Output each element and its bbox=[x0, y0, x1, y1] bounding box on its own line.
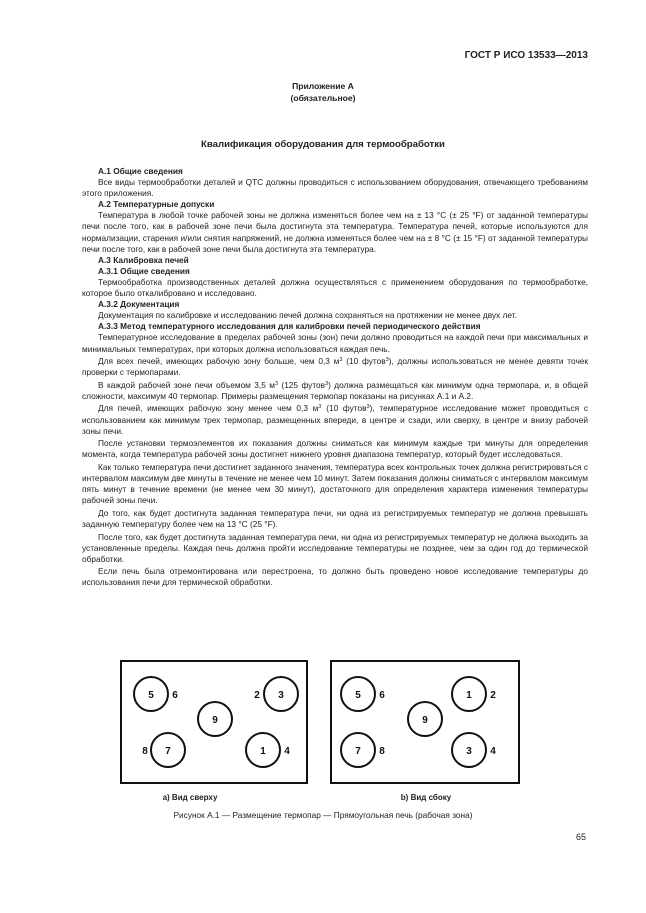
tc-label-6: 6 bbox=[379, 690, 385, 701]
main-title: Квалификация оборудования для термообработки bbox=[201, 139, 445, 150]
caption-top-view: а) Вид сверху bbox=[162, 793, 218, 802]
section-a33-p7: До того, как будет достигнута заданная температура печи, ни одна из регистрируемых температур не должна превышать заданную температуру более чем на 13 °C (25 °F). bbox=[82, 507, 588, 529]
section-a33-p4: Для печей, имеющих рабочую зону менее чем 0,3 $м^3$ (10 футов$^3$), температурное исследование может проводиться с использованием как минимум трех термопар, размещенных впереди, в центре и сзади, или сверху, в центре и внизу рабочей зоны печи. bbox=[82, 403, 588, 436]
tc-label-5: 5 bbox=[355, 690, 361, 701]
annex-title: Приложение А bbox=[292, 81, 354, 91]
tc-label-9: 9 bbox=[422, 715, 428, 726]
side-view-labels bbox=[355, 690, 496, 757]
section-a33-p1: Температурное исследование в пределах рабочей зоны (зон) печи должно проводиться на каждой печи при максимальных и минимальных температурах, при которых должна использоваться каждая печь. bbox=[82, 332, 588, 354]
tc-label-2: 2 bbox=[490, 690, 496, 701]
section-a33-p6: Как только температура печи достигнет заданного значения, температура всех контрольных точек должна регистрироваться с интервалом максимум две минуты в течение не менее чем 10 минут. Затем показания должны сниматься с интервалом максимум пять минут в течение времени (не менее чем 30 минут), достаточного для определения характера изменения температуры рабочей зоны печи. bbox=[82, 461, 588, 506]
top-view-labels bbox=[142, 690, 290, 757]
tc-label-4: 4 bbox=[490, 746, 496, 757]
section-a33-p2: Для всех печей, имеющих рабочую зону больше, чем 0,3 $м^3$ (10 футов$^3$), должны использоваться не менее девяти точек проверки с термопарами. bbox=[82, 356, 589, 378]
tc-label-7: 7 bbox=[355, 746, 361, 757]
section-a33-p9: Если печь была отремонтирована или перестроена, то должно быть проведено новое исследование температуры до использования печи для термической обработки. bbox=[82, 566, 588, 588]
tc-label-3: 3 bbox=[466, 746, 472, 757]
section-a32-text: Документация по калибровке и исследованию печей должна сохраняться на протяжении не менее двух лет. bbox=[98, 310, 517, 321]
tc-label-6: 6 bbox=[172, 690, 178, 701]
section-a33-p3: В каждой рабочей зоне печи объемом 3,5 $м^3$ (125 футов$^3$) должна размещаться как минимум одна термопара, и, в общей сложности, максимум 40 термопар. Примеры размещения термопар показаны на рисунках А.1 и А.2. bbox=[82, 379, 588, 401]
section-a2-text: Температура в любой точке рабочей зоны не должна изменяться более чем на ± 13 °C (± 25 °F) от заданной температуры печи после того, как в рабочей зоне печи была достигнута эта температура. Температура печей, которые используются для нормализации, старения и/или снятия напряжений, не должна изменяться более чем на ± 8 °C (± 15 °F) от заданной температуры печи после того, как в рабочей зоне печи была достигнута эта температура. bbox=[82, 210, 588, 254]
annex-status: (обязательное) bbox=[290, 93, 356, 103]
section-a32-heading: А.3.2 Документация bbox=[98, 299, 180, 310]
tc-label-7: 7 bbox=[165, 746, 171, 757]
section-a1-heading: А.1 Общие сведения bbox=[98, 166, 183, 176]
figure-caption: Рисунок А.1 — Размещение термопар — Прямоугольная печь (рабочая зона) bbox=[173, 810, 473, 820]
document-body bbox=[82, 166, 588, 588]
figure-svg bbox=[120, 660, 540, 790]
section-a3-heading: А.3 Калибровка печей bbox=[98, 254, 189, 265]
tc-label-2: 2 bbox=[254, 690, 260, 701]
section-a33-p8: После того, как будет достигнута заданная температура печи, ни одна из регистрируемых температур не должна выходить за установленные пределы. Каждая печь должна пройти исследование температуры не позднее, чем за один год до термической обработки. bbox=[82, 531, 588, 564]
thermocouple-figure bbox=[120, 660, 540, 795]
tc-label-9: 9 bbox=[212, 715, 218, 726]
section-a31-heading: А.3.1 Общие сведения bbox=[98, 265, 190, 276]
tc-label-4: 4 bbox=[284, 746, 290, 757]
section-a33-p5: После установки термоэлементов их показания должны сниматься как минимум каждые три минуты для определения момента, когда температура рабочей зоны достигнет нижнего уровня диапазона температур, который будет исследоваться. bbox=[82, 438, 588, 460]
tc-label-8: 8 bbox=[142, 746, 148, 757]
section-a33-heading: А.3.3 Метод температурного исследования для калибровки печей периодического действия bbox=[98, 321, 481, 332]
annex-heading bbox=[0, 80, 646, 104]
tc-label-5: 5 bbox=[148, 690, 154, 701]
tc-label-1: 1 bbox=[466, 690, 472, 701]
standard-header: ГОСТ Р ИСО 13533—2013 bbox=[464, 50, 588, 61]
tc-label-1: 1 bbox=[260, 746, 266, 757]
tc-label-8: 8 bbox=[379, 746, 385, 757]
section-a31-text: Термообработка производственных деталей должна осуществляться с применением оборудования по термообработке, которое было откалибровано и исследовано. bbox=[82, 276, 588, 299]
section-a2-heading: А.2 Температурные допуски bbox=[98, 199, 215, 210]
caption-side-view: b) Вид сбоку bbox=[400, 793, 452, 802]
section-a1-text: Все виды термообработки деталей и QTC должны проводиться с использованием оборудования, отвечающего требованиям этого приложения. bbox=[82, 177, 588, 199]
page-number: 65 bbox=[575, 832, 586, 842]
tc-label-3: 3 bbox=[278, 690, 284, 701]
